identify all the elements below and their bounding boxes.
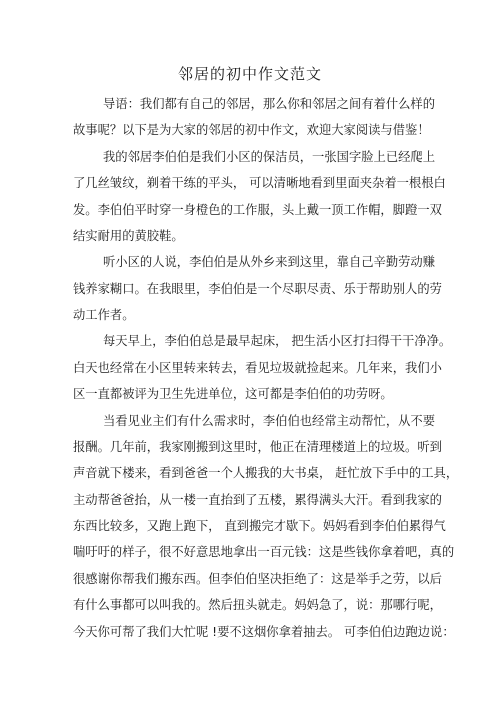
paragraph-line: 很感谢你帮我们搬东西。但李伯伯坚决拒绝了：这是举手之劳，以后 bbox=[73, 572, 442, 586]
document-title: 邻居的初中作文范文 bbox=[177, 65, 322, 83]
paragraph-line: 听小区的人说，李伯伯是从外乡来到这里，靠自己辛勤劳动赚 bbox=[103, 255, 436, 269]
paragraph-line: 喘吁吁的样子，很不好意思地拿出一百元钱：这是些钱你拿着吧，真的 bbox=[73, 545, 455, 559]
paragraph-line: 我的邻居李伯伯是我们小区的保洁员，一张国字脸上已经爬上 bbox=[103, 150, 436, 164]
paragraph-line: 报酬。几年前，我家刚搬到这里时，他正在清理楼道上的垃圾。听到 bbox=[73, 440, 442, 454]
paragraph-line: 主动帮爸爸抬，从一楼一直抬到了五楼，累得满头大汗。看到我家的 bbox=[73, 493, 442, 507]
paragraph-line: 白天也经常在小区里转来转去，看见垃圾就捡起来。几年来，我们小 bbox=[73, 361, 442, 375]
paragraph-line: 今天你可帮了我们大忙呢 !要不这烟你拿着抽去。 可李伯伯边跑边说： bbox=[73, 625, 455, 639]
paragraph-line: 东西比较多，又跑上跑下， 直到搬完才歇下。妈妈看到李伯伯累得气 bbox=[73, 519, 446, 533]
paragraph-line: 故事呢？以下是为大家的邻居的初中作文，欢迎大家阅读与借鉴！ bbox=[73, 123, 430, 137]
paragraph-line: 导语：我们都有自己的邻居，那么你和邻居之间有着什么样的 bbox=[103, 97, 436, 111]
paragraph-line: 每天早上，李伯伯总是最早起床， 把生活小区打扫得干干净净。 bbox=[103, 334, 452, 348]
paragraph-line: 当看见业主们有什么需求时，李伯伯也经常主动帮忙，从不要 bbox=[103, 414, 436, 428]
paragraph-line: 声音就下楼来，看到爸爸一个人搬我的大书桌， 赶忙放下手中的工具， bbox=[73, 466, 459, 480]
paragraph-line: 结实耐用的黄胶鞋。 bbox=[73, 229, 184, 243]
paragraph-line: 了几丝皱纹，剃着干练的平头， 可以清晰地看到里面夹杂着一根根白 bbox=[73, 176, 446, 190]
paragraph-line: 区一直都被评为卫生先进单位，这可都是李伯伯的功劳呀。 bbox=[73, 387, 393, 401]
paragraph-line: 动工作者。 bbox=[73, 308, 135, 322]
paragraph-line: 发。李伯伯平时穿一身橙色的工作服，头上戴一顶工作帽，脚蹬一双 bbox=[73, 203, 442, 217]
paragraph-line: 钱养家糊口。在我眼里，李伯伯是一个尽职尽责、乐于帮助别人的劳 bbox=[73, 282, 442, 296]
paragraph-line: 有什么事都可以叫我的。然后扭头就走。妈妈急了，说：那哪行呢， bbox=[73, 598, 442, 612]
